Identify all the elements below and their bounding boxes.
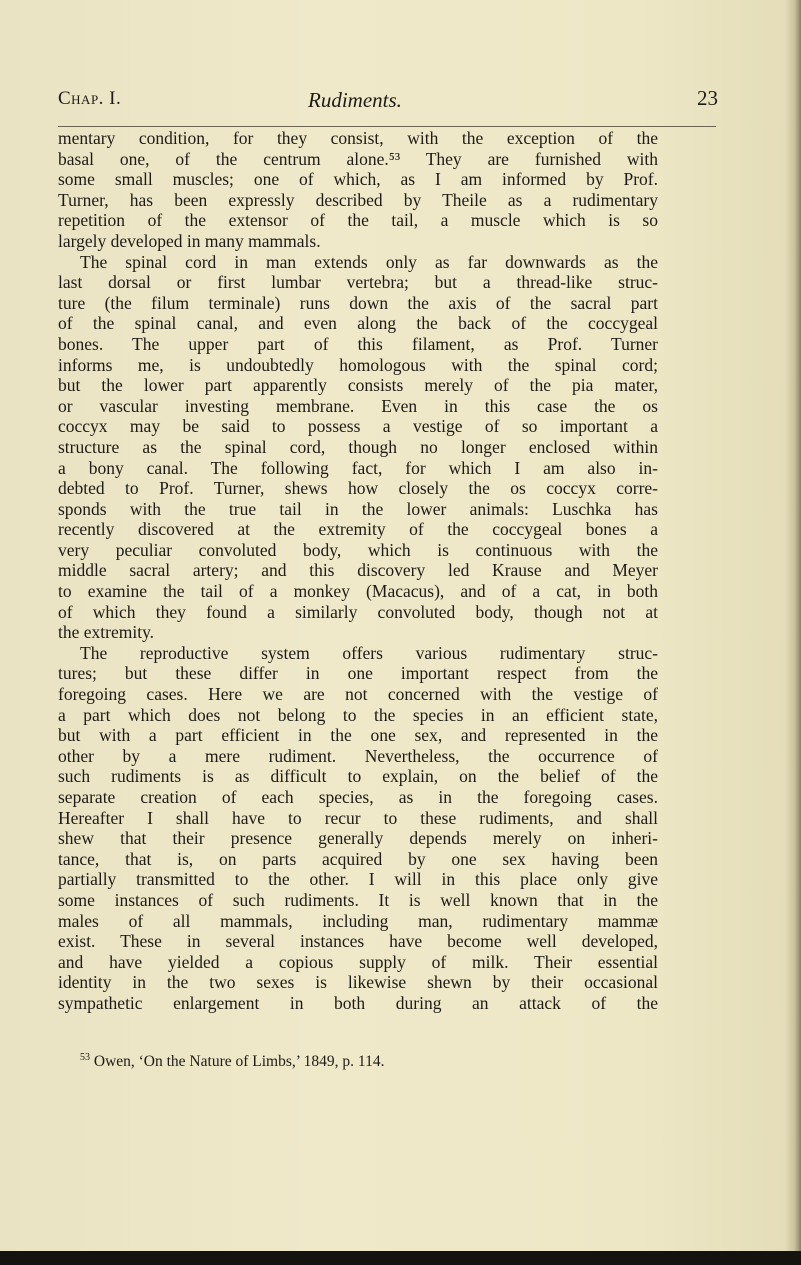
text-line: or vascular investing membrane. Even in this case the os — [58, 395, 658, 416]
text-line: exist. These in several instances have become well developed, — [58, 931, 658, 952]
body-text — [58, 128, 658, 1014]
text-line: partially transmitted to the other. I will in this place only give — [58, 869, 658, 890]
text-line: to examine the tail of a monkey (Macacus), and of a cat, in both — [58, 581, 658, 602]
text-line: males of all mammals, including man, rudimentary mammæ — [58, 910, 658, 931]
text-line: foregoing cases. Here we are not concerned with the vestige of — [58, 684, 658, 705]
text-line: basal one, of the centrum alone.⁵³ They are furnished with — [58, 148, 658, 169]
text-line: bones. The upper part of this filament, as Prof. Turner — [58, 333, 658, 354]
footnote-marker: 53 — [80, 1051, 90, 1063]
text-line: informs me, is undoubtedly homologous with the spinal cord; — [58, 354, 658, 375]
text-line: tures; but these differ in one important respect from the — [58, 663, 658, 684]
footnote-text: Owen, ‘On the Nature of Limbs,’ 1849, p. 114. — [93, 1053, 385, 1070]
text-line: shew that their presence generally depends merely on inheri- — [58, 828, 658, 849]
text-line: separate creation of each species, as in the foregoing cases. — [58, 787, 658, 807]
text-line: identity in the two sexes is likewise shewn by their occasional — [58, 972, 658, 993]
text-line: middle sacral artery; and this discovery led Krause and Meyer — [58, 560, 658, 581]
text-line: some small muscles; one of which, as I am informed by Prof. — [58, 169, 658, 190]
bottom-edge — [0, 1251, 801, 1265]
running-head — [58, 88, 718, 114]
text-line: very peculiar convoluted body, which is continuous with the — [58, 539, 658, 560]
page-number: 23 — [697, 86, 718, 110]
text-line: of the spinal canal, and even along the back of the coccygeal — [58, 313, 658, 334]
text-line: The reproductive system offers various rudimentary struc- — [80, 642, 658, 663]
running-title: Rudiments. — [308, 88, 402, 112]
text-line: some instances of such rudiments. It is well known that in the — [58, 889, 658, 910]
text-line: the extremity. — [58, 622, 155, 643]
text-line: recently discovered at the extremity of the coccygeal bones a — [58, 519, 658, 540]
text-line: of which they found a similarly convoluted body, though not at — [58, 601, 658, 622]
text-line: debted to Prof. Turner, shews how closely the os coccyx corre- — [58, 478, 658, 499]
text-line: other by a mere rudiment. Nevertheless, the occurrence of — [58, 745, 658, 766]
text-line: a bony canal. The following fact, for which I am also in- — [58, 457, 658, 478]
text-line: sponds with the true tail in the lower animals: Luschka has — [58, 498, 658, 519]
chapter-label: Chap. I. — [58, 88, 122, 109]
text-line: Hereafter I shall have to recur to these rudiments, and shall — [58, 807, 658, 828]
header-rule — [58, 126, 716, 127]
text-line: Turner, has been expressly described by Theile as a rudimentary — [58, 189, 658, 210]
text-line: but with a part efficient in the one sex, and represented in the — [58, 725, 658, 746]
text-line: mentary condition, for they consist, with the exception of the — [58, 128, 658, 148]
text-line: tance, that is, on parts acquired by one sex having been — [58, 848, 658, 869]
page-edge-shadow — [785, 0, 801, 1265]
text-line: a part which does not belong to the species in an efficient state, — [58, 704, 658, 725]
text-line: but the lower part apparently consists merely of the pia mater, — [58, 375, 658, 396]
text-line: last dorsal or first lumbar vertebra; but a thread-like struc- — [58, 272, 658, 293]
text-line: sympathetic enlargement in both during an attack of the — [58, 992, 658, 1013]
text-line: ture (the filum terminale) runs down the axis of the sacral part — [58, 292, 658, 313]
text-line: coccyx may be said to possess a vestige of so important a — [58, 416, 658, 437]
text-line: and have yielded a copious supply of milk. Their essential — [58, 951, 658, 972]
footnote — [80, 1053, 384, 1071]
text-line: such rudiments is as difficult to explain, on the belief of the — [58, 766, 658, 787]
text-line: structure as the spinal cord, though no longer enclosed within — [58, 436, 658, 457]
text-line: The spinal cord in man extends only as far downwards as the — [80, 251, 658, 272]
text-line: repetition of the extensor of the tail, a muscle which is so — [58, 210, 658, 231]
text-line: largely developed in many mammals. — [58, 230, 321, 251]
